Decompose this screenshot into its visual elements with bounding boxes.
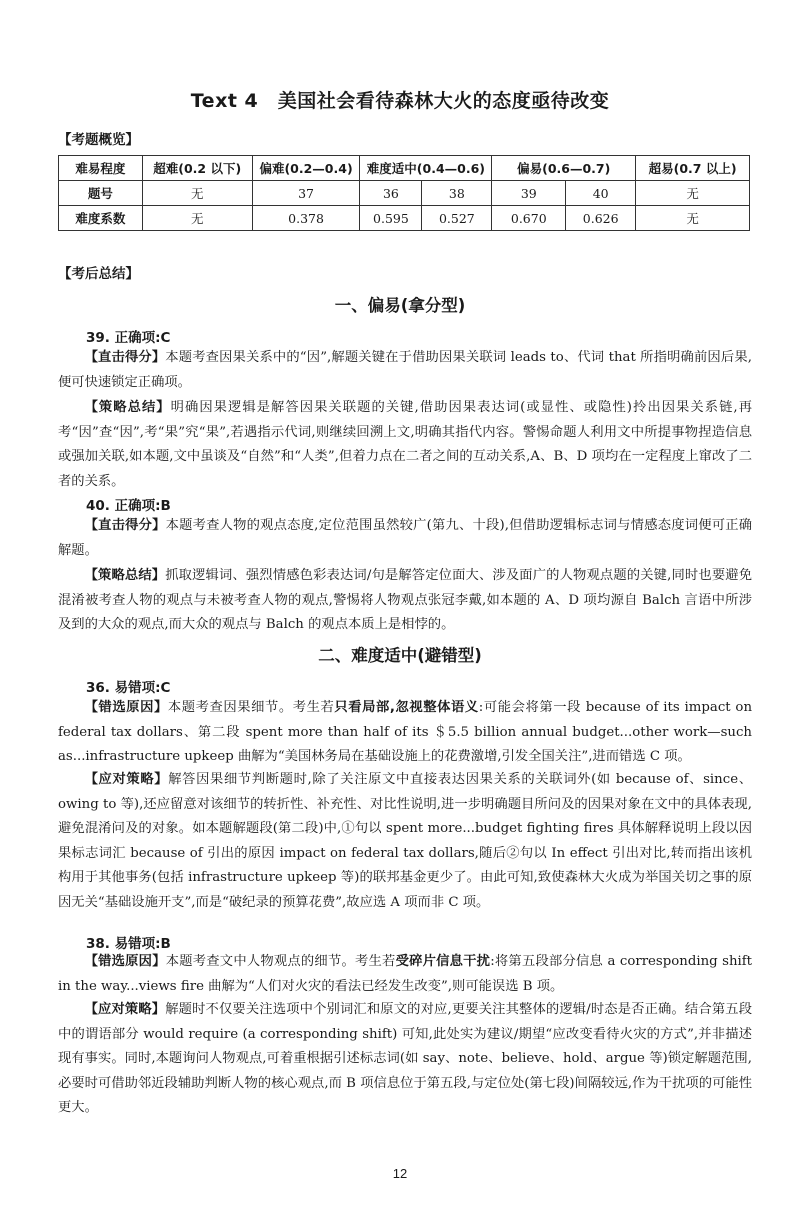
section-title-medium: 二、难度适中(避错型)	[318, 646, 482, 665]
q38-strategy	[58, 998, 752, 1121]
table-row	[59, 181, 750, 206]
table-header-cell: 偏难(0.2—0.4)	[252, 156, 360, 181]
table-cell: 0.670	[492, 206, 566, 231]
table-cell: 36	[360, 181, 422, 206]
q38-error-label: 【错选原因】	[84, 954, 166, 969]
table-cell: 0.527	[422, 206, 492, 231]
table-header-row	[59, 156, 750, 181]
table-cell: 37	[252, 181, 360, 206]
q36-strategy	[58, 768, 752, 916]
q39-heading: 39. 正确项:C	[86, 330, 171, 346]
page-title: Text 4 美国社会看待森林大火的态度亟待改变	[190, 90, 610, 112]
table-cell: 0.626	[566, 206, 636, 231]
table-header-cell: 超易(0.7 以上)	[636, 156, 750, 181]
q40-strategy	[58, 564, 752, 638]
table-cell: 0.595	[360, 206, 422, 231]
q38-error-emphasis: 受碎片信息干扰	[395, 954, 491, 969]
q40-analysis-label: 【直击得分】	[84, 518, 166, 533]
q39-analysis	[58, 346, 752, 395]
summary-label: 【考后总结】	[58, 266, 139, 282]
q38-error-text-pre: 本题考查文中人物观点的细节。考生若	[165, 954, 396, 969]
q38-strategy-label: 【应对策略】	[84, 1002, 166, 1017]
table-cell: 无	[142, 206, 252, 231]
q39-strategy-text: 明确因果逻辑是解答因果关联题的关键,借助因果表达词(或显性、或隐性)拎出因果关系链,再考“因”查“因”,考“果”究“果”,若遇指示代词,则继续回溯上文,明确其指代内容。警惕命题人利用文中所提事物捏造信息或强加关联,如本题,文中虽谈及“自然”和“人类”,但着力点在二者之间的互动关系,A、B、D 项均在一定程度上窜改了二者的关系。	[58, 400, 753, 489]
table-cell: 40	[566, 181, 636, 206]
q36-strategy-label: 【应对策略】	[84, 772, 169, 787]
q38-heading: 38. 易错项:B	[86, 936, 171, 952]
q38-error-text-post: :将第五段部分信息 a corresponding shift in the way...views fire 曲解为“人们对火灾的看法已经发生改变”,则可能误选 B 项。	[58, 954, 753, 994]
q36-error-text-pre: 本题考查因果细节。考生若	[167, 700, 335, 715]
q38-error-reason	[58, 950, 752, 999]
difficulty-overview-table	[58, 155, 750, 231]
q36-error-label: 【错选原因】	[84, 700, 168, 715]
table-cell: 39	[492, 181, 566, 206]
q40-analysis	[58, 514, 752, 563]
q36-strategy-text: 解答因果细节判断题时,除了关注原文中直接表达因果关系的关联词外(如 because of、since、owing to 等),还应留意对该细节的转折性、补充性、对比性说明,进一步明确题目所问及的因果对象在文中的具体表现,避免混淆问及的对象。如本题解题段(第二段)中,①句以 spent more...budget fighting fires 具体解释说明上段以因果标志词汇 because of 引出的原因 impact on federal tax dollars,随后②句以 In effect 引出对比,转而指出该机构用于其他事务(包括 infrastructure upkeep 等)的联邦基金更少了。由此可知,致使森林大火成为举国关切之事的原因无关“基础设施开支”,而是“破纪录的预算花费”,故应选 A 项而非 C 项。	[58, 772, 752, 910]
q39-analysis-text: 本题考查因果关系中的“因”,解题关键在于借助因果关联词 leads to、代词 that 所指明确前因后果,便可快速锁定正确项。	[58, 350, 752, 390]
table-cell: 题号	[59, 181, 143, 206]
q40-analysis-text: 本题考查人物的观点态度,定位范围虽然较广(第九、十段),但借助逻辑标志词与情感态度词便可正确解题。	[58, 518, 753, 558]
overview-label: 【考题概览】	[58, 132, 139, 148]
table-header-cell: 难易程度	[59, 156, 143, 181]
q39-analysis-label: 【直击得分】	[84, 350, 166, 365]
q40-strategy-label: 【策略总结】	[84, 568, 166, 583]
q36-error-emphasis: 只看局部,忽视整体语义	[334, 700, 479, 715]
q40-strategy-text: 抓取逻辑词、强烈情感色彩表达词/句是解答定位面大、涉及面广的人物观点题的关键,同时也要避免混淆被考查人物的观点与未被考查人物的观点,警惕将人物观点张冠李戴,如本题的 A、D 项均源自 Balch 言语中所涉及到的大众的观点,而大众的观点与 Balch 的观点本质上是相悖的。	[58, 568, 752, 633]
section-title-easy: 一、偏易(拿分型)	[334, 296, 466, 315]
table-header-cell: 难度适中(0.4—0.6)	[360, 156, 492, 181]
table-row	[59, 206, 750, 231]
table-cell: 无	[142, 181, 252, 206]
table-cell: 0.378	[252, 206, 360, 231]
q38-strategy-text: 解题时不仅要关注选项中个别词汇和原文的对应,更要关注其整体的逻辑/时态是否正确。结合第五段中的谓语部分 would require (a corresponding shift) 可知,此处实为建议/期望“应改变看待火灾的方式”,并非描述现有事实。同时,本题询问人物观点,可着重根据引述标志词(如 say、note、believe、hold、argue 等)锁定解题范围,必要时可借助邻近段辅助判断人物的核心观点,而 B 项信息位于第五段,与定位处(第七段)间隔较远,作为干扰项的可能性更大。	[58, 1002, 752, 1116]
table-cell: 无	[636, 181, 750, 206]
q39-strategy	[58, 396, 752, 494]
table-header-cell: 超难(0.2 以下)	[142, 156, 252, 181]
table-cell: 38	[422, 181, 492, 206]
q39-strategy-label: 【策略总结】	[84, 400, 171, 415]
q36-error-text-post: :可能会将第一段 because of its impact on federal tax dollars、第二段 spent more than half of its ＄5.5 billion annual budget...other work—such as...infrastructure upkeep 曲解为“美国林务局在基础设施上的花费激增,引发全国关注”,进而错选 C 项。	[58, 700, 753, 765]
q36-error-reason	[58, 696, 752, 770]
table-header-cell: 偏易(0.6—0.7)	[492, 156, 636, 181]
page-number: 12	[392, 1166, 408, 1181]
table-cell: 难度系数	[59, 206, 143, 231]
q36-heading: 36. 易错项:C	[86, 680, 171, 696]
q40-heading: 40. 正确项:B	[86, 498, 171, 514]
table-cell: 无	[636, 206, 750, 231]
